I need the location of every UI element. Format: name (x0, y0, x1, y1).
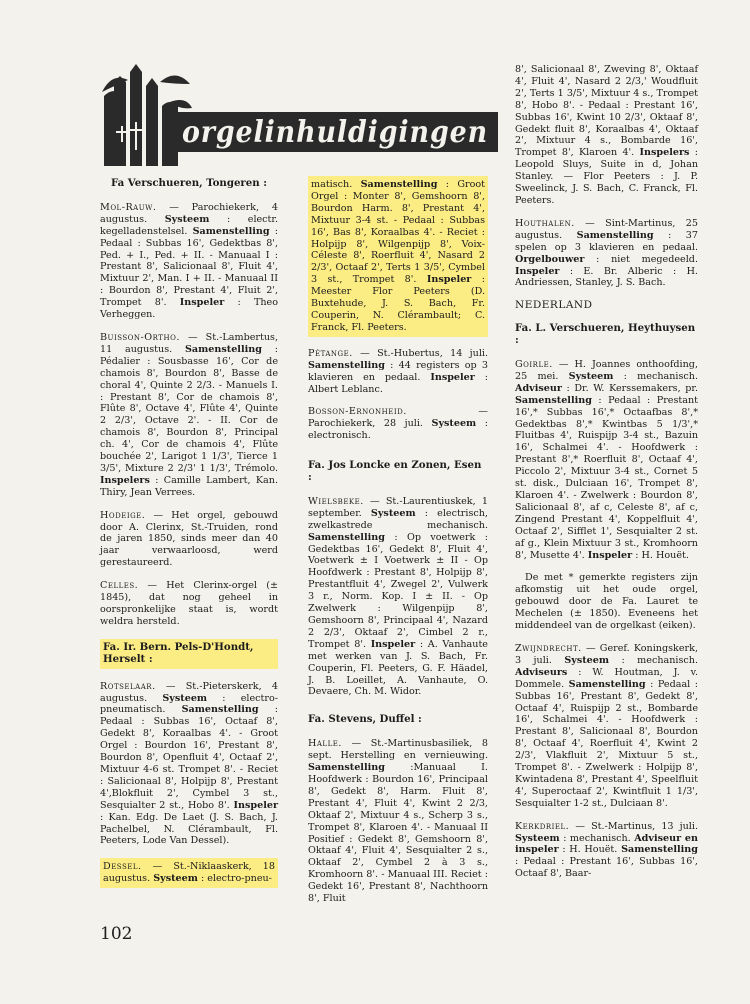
entry-text: — Geref. Koningskerk, 3 juli. (515, 642, 698, 666)
entry-label: Inspeler (515, 265, 560, 277)
entry-label: Systeem (568, 370, 614, 382)
entry-goirle (515, 359, 698, 561)
entry-text: — Het Clerinx-orgel (± 1845), dat nog geheel in oorspronkelijke staat is, wordt weldra hersteld. (100, 580, 278, 627)
entry-text: : H. Houët. (632, 549, 689, 561)
entry-text: : Pedaal : Prestant 16', Subbas 16', Octaaf 8', Baar- (515, 856, 698, 880)
organ-emblem-icon (100, 62, 498, 168)
entry-label: Systeem (515, 832, 560, 844)
entry-label: Adviseur en inspeler (515, 832, 699, 856)
place-name: Bosson-Ernonheid. (308, 406, 407, 418)
entry-text: : Leopold Sluys, Suite in d, Johan Stanley. — Flor Peeters : J. P. Sweelinck, J. S. Bach, C. Franck, Fl. Peeters. (515, 147, 698, 206)
entry-text: 8', Salicionaal 8', Zweving 8', Oktaaf 4', Fluit 4', Nasard 2 2/3,' Woudfluit 2', Terts 1 3/5', Mixtuur 4 s., Trompet 8', Hobo 8'. - Pedaal : Prestant 16', Subbas 16', Kwint 10 2/3', Oktaaf 8', Gedekt fluit 8', Koraalbas 4', Oktaaf 2', Mixtuur 4 s., Bombarde 16', Trompet 8', Klaroen 4'. (515, 64, 698, 159)
entry-label: Systeem (431, 418, 477, 430)
place-name: Wielsbeke. (308, 495, 364, 507)
entry-label: Inspelers (100, 474, 150, 486)
entry-text: : Pedaal : Prestant 16',* Subbas 16',* Octaafbas 8',* Gedektbas 8',* Kwintbas 5 1/3',* Fluitbas 4', Ruispijp 3-4 st., Bazuin 16', Schalmei 4'. - Hoofdwerk : Prestant 8',* Roerfluit 8', Octaaf 4', Piccolo 2', Mixtuur 3-4 st., Cornet 5 st. disk., Dulciaan 16', Trompet 8', Klaroen 4'. - Zwelwerk : Bourdon 8', Salicionaal 8', af c, Celeste 8', af c, Zingend Prestant 4', Koppelfluit 4', Octaaf 2', Sifflet 1', Sesquialter 2 st. af g., Klein Mixtuur 3 st., Kromhoorn 8', Musette 4'. (515, 394, 698, 561)
column-middle (308, 176, 488, 916)
place-name: Zwijndrecht. (515, 642, 582, 654)
place-name: Halle. (308, 738, 342, 750)
entry-text: — St.-Niklaaskerk, 18 augustus. (103, 861, 275, 885)
entry-halle-continued (515, 64, 698, 207)
entry-text: : electrisch, zwelkastrede mechanisch. (308, 507, 488, 531)
entry-text: : electr. kegelladenstelsel. (100, 213, 278, 237)
place-name: Buisson-Ortho. (100, 331, 180, 343)
entry-text: : W. Houtman, J. v. Dommele. (515, 666, 698, 690)
entry-text: : E. Br. Alberic : H. Andriessen, Stanley, J. S. Bach. (515, 265, 698, 289)
entry-celles (100, 580, 278, 628)
entry-text: : Pédalier : Sousbasse 16', Cor de chamois 8', Bourdon 8', Basse de choral 4', Quinte 2 2/3. - Manuels I. : Prestant 8', Cor de chamois 8', Flûte 8', Octave 4', Flûte 4', Quinte 2 2/3', Octave 2'. - II. Cor de chamois 8', Bourdon 8', Principal ch. 4', Cor de chamois 4', Flûte bouchée 2', Larigot 1 1/3', Tierce 1 3/5', Mixture 2 2/3' 1 1/3', Trémolo. (100, 343, 278, 474)
section-country: NEDERLAND (515, 299, 593, 312)
section-heading: Fa. L. Verschueren, Heythuysen : (515, 322, 696, 347)
entry-zwijndrecht (515, 643, 698, 810)
place-name: Houthalen. (515, 217, 575, 229)
place-name: Rotselaar. (100, 680, 156, 692)
entry-text: — Het orgel, gebouwd door A. Clerinx, St.-Truiden, rond de jaren 1850, sinds meer dan 40 jaar verwaarloosd, werd gerestaureerd. (100, 509, 278, 569)
entry-text: :Manuaal I. Hoofdwerk : Bourdon 16', Principaal 8', Gedekt 8', Harm. Fluit 8', Prestant 4', Fluit 4', Kwint 2 2/3, Oktaaf 2', Mixtuur 4 s., Scherp 3 s., Trompet 8', Klaroen 4'. - Manuaal II Positief : Gedekt 8', Gemshoorn 8', Oktaaf 4', Fluit 4', Sesquialter 2 s., Oktaaf 2', Cymbel 2 à 3 s., Kromhoorn 8'. - Manuaal III. Reciet : Gedekt 16', Prestant 8', Nachthoorn 8', Fluit (308, 762, 488, 905)
entry-text: : mechanisch. (613, 370, 698, 382)
entry-label: Samenstelling (181, 704, 259, 716)
place-name: Kerkdriel. (515, 820, 570, 832)
entry-text: : Meester Flor Peeters (D. Buxtehude, J. S. Bach, Fr. Couperin, N. Clérambault; C. Franck, Fl. Peeters. (311, 274, 485, 333)
entry-dessel-continued-highlighted (308, 176, 488, 337)
entry-label: Samenstelling (621, 844, 698, 856)
section-heading: Fa. Jos Loncke en Zonen, Esen : (308, 459, 482, 484)
note-paragraph: De met * gemerkte registers zijn afkomstig uit het oude orgel, gebouwd door de Fa. Lauret te Mechelen (± 1850). Eveneens het middendeel van de orgelkast (eiken). (515, 572, 698, 632)
entry-text: : 37 spelen op 3 klavieren en pedaal. (515, 229, 698, 253)
entry-text: — St.-Martinusbasiliek, 8 sept. Herstelling en vernieuwing. (308, 738, 488, 762)
column-right (515, 64, 698, 891)
entry-label: Systeem (162, 692, 208, 704)
place-name: Goirle. (515, 359, 553, 371)
entry-text: : Kan. Edg. De Laet (J. S. Bach, J. Pachelbel, N. Clérambault, Fl. Peeters, Lode Van Dessel). (100, 811, 278, 847)
place-name: Dessel. (103, 861, 142, 873)
entry-text: — Sint-Martinus, 25 augustus. (515, 217, 698, 241)
entry-hodeige (100, 510, 278, 570)
place-name: Hodeige. (100, 509, 146, 521)
entry-label: Samenstelling (308, 359, 385, 371)
entry-label: Inspeler (233, 799, 278, 811)
entry-text: — H. Joannes onthoofding, 25 mei. (515, 359, 698, 382)
entry-label: Samenstelling (576, 229, 654, 241)
entry-label: Samenstelling (308, 762, 385, 774)
entry-dessel-highlighted (100, 858, 278, 888)
place-name: Celles. (100, 580, 139, 592)
entry-text: — St.-Pieterskerk, 4 augustus. (100, 680, 278, 704)
entry-wielsbeke (308, 496, 488, 698)
entry-rotselaar (100, 681, 278, 848)
entry-text: : Pedaal : Subbas 16', Prestant 8', Gedekt 8', Octaaf 4', Ruispijp 2 st., Bombarde 16', Schalmei 4'. - Hoofdwerk : Prestant 8', Salicionaal 8', Bourdon 8', Octaaf 4', Roerfluit 4', Kwint 2 2/3', Vlakfluit 2', Mixtuur 5 st., Trompet 8'. - Zwelwerk : Holpijp 8', Kwintadena 8', Prestant 4', Speelfluit 4', Superoctaaf 2', Kwintfluit 1 1/3', Sesquialter 1-2 st., Dulciaan 8'. (515, 678, 699, 809)
entry-label: Samenstelling (515, 394, 592, 406)
entry-text: : electro-pneumatisch. (100, 692, 278, 716)
place-name: Pétange. (308, 347, 353, 359)
entry-text: : Op voetwerk : Gedektbas 16', Gedekt 8', Fluit 4', Voetwerk ± I Voetwerk ± II - Op Hoofdwerk : Prestant 8', Holpijp 8', Prestantfluit 4', Zwegel 2', Vulwerk 3 r., Norm. Kop. I ± II. - Op Zwelwerk : Wilgenpijp 8', Gemshoorn 8', Principaal 4', Nazard 2 2/3', Oktaaf 2', Cimbel 2 r., Trompet 8'. (308, 531, 488, 650)
entry-text: : 44 registers op 3 klavieren en pedaal. (308, 359, 488, 383)
entry-text: — Parochiekerk, 4 augustus. (100, 201, 278, 225)
entry-text: : Albert Leblanc. (308, 371, 488, 395)
entry-mol-rauw (100, 202, 278, 321)
entry-text: : mechanisch. (559, 832, 635, 844)
entry-text: — St.-Lambertus, 11 augustus. (100, 331, 278, 355)
entry-text: — Parochiekerk, 28 juli. (308, 406, 488, 430)
entry-text: : mechanisch. (609, 654, 698, 666)
entry-text: — St.-Hubertus, 14 juli. (352, 347, 488, 359)
title-banner (100, 62, 498, 168)
banner-title: orgelinhuldigingen (182, 115, 488, 150)
column-left (100, 178, 278, 899)
entry-text: : Theo Verheggen. (100, 297, 278, 321)
entry-label: Samenstelling (568, 678, 646, 690)
entry-bosson-ernonheid (308, 406, 488, 442)
entry-halle (308, 738, 488, 905)
entry-label: Samenstelling (185, 343, 262, 355)
entry-text: : niet megedeeld. (584, 253, 698, 265)
entry-petange (308, 348, 488, 396)
entry-label: Samenstelling (192, 225, 270, 237)
entry-label: Samenstelling (360, 179, 438, 190)
entry-text: : Groot Orgel : Monter 8', Gemshoorn 8', Bourdon Harm. 8', Prestant 4', Mixtuur 3-4 st. - Pedaal : Subbas 16', Bas 8', Koraalbas 4'. - Reciet : Holpijp 8', Wilgenpijp 8', Voix-Céleste 8', Roerfluit 4', Nasard 2 2/3', Octaaf 2', Terts 1 3/5', Cymbel 3 st., Trompet 8'. (311, 179, 485, 286)
entry-text: matisch. (311, 179, 361, 190)
entry-label: Systeem (564, 654, 610, 666)
section-heading: Fa Verschueren, Tongeren : (110, 177, 267, 189)
entry-label: Inspelers (639, 147, 690, 159)
section-heading: Fa. Stevens, Duffel : (308, 713, 422, 726)
entry-text: — St.-Laurentiuskek, 1 september. (308, 495, 488, 519)
entry-label: Inspeler (426, 274, 472, 286)
entry-label: Systeem (164, 213, 210, 225)
entry-text: : electronisch. (308, 418, 488, 442)
entry-label: Inspeler (370, 638, 416, 650)
entry-label: Inspeler (587, 549, 633, 561)
entry-buisson-ortho (100, 332, 278, 499)
place-name: Mol-Rauw. (100, 201, 157, 213)
entry-label: Orgelbouwer (515, 253, 585, 265)
entry-houthalen (515, 218, 698, 289)
entry-text: : A. Vanhaute met werken van J. S. Bach, Fr. Couperin, Fl. Peeters, G. F. Häadel, J. B. Loeillet, A. Vanhaute, O. Devaere, Ch. M. Widor. (308, 638, 488, 698)
entry-label: Inspeler (179, 297, 225, 309)
section-heading-highlighted: Fa. Ir. Bern. Pels-D'Hondt, Herselt : (100, 639, 278, 669)
entry-label: Systeem (370, 507, 416, 519)
entry-label: Samenstelling (308, 531, 385, 543)
entry-label: Adviseurs (515, 666, 568, 678)
entry-kerkdriel (515, 821, 698, 881)
entry-label: Adviseur (515, 382, 562, 394)
entry-text: : electro-pneu- (197, 873, 272, 885)
entry-text: : Pedaal : Subbas 16', Octaaf 8', Gedekt 8', Koraalbas 4'. - Groot Orgel : Bourdon 16', Prestant 8', Bourdon 8', Openfluit 4', Octaaf 2', Mixtuur 4-6 st. Trompet 8'. - Reciet : Salicionaal 8', Holpijp 8', Prestant 4',Blokfluit 2', Cymbel 3 st., Sesquialter 2 st., Hobo 8'. (100, 704, 278, 811)
entry-text: : Pedaal : Subbas 16', Gedektbas 8', Ped. + I., Ped. + II. - Manuaal I : Prestant 8', Salicionaal 8', Fluit 4', Mixtuur 2', Man. I + II. - Manuaal II : Bourdon 8', Prestant 4', Fluit 2', Trompet 8'. (100, 225, 278, 309)
entry-label: Inspeler (430, 371, 475, 383)
page-number: 102 (100, 924, 133, 944)
entry-text: : Dr. W. Kerssemakers, pr. (561, 382, 698, 394)
entry-text: : H. Houët. (558, 844, 622, 856)
entry-label: Systeem (153, 873, 198, 885)
entry-text: : Camille Lambert, Kan. Thiry, Jean Verrees. (100, 474, 278, 498)
entry-text: — St.-Martinus, 13 juli. (569, 820, 698, 832)
